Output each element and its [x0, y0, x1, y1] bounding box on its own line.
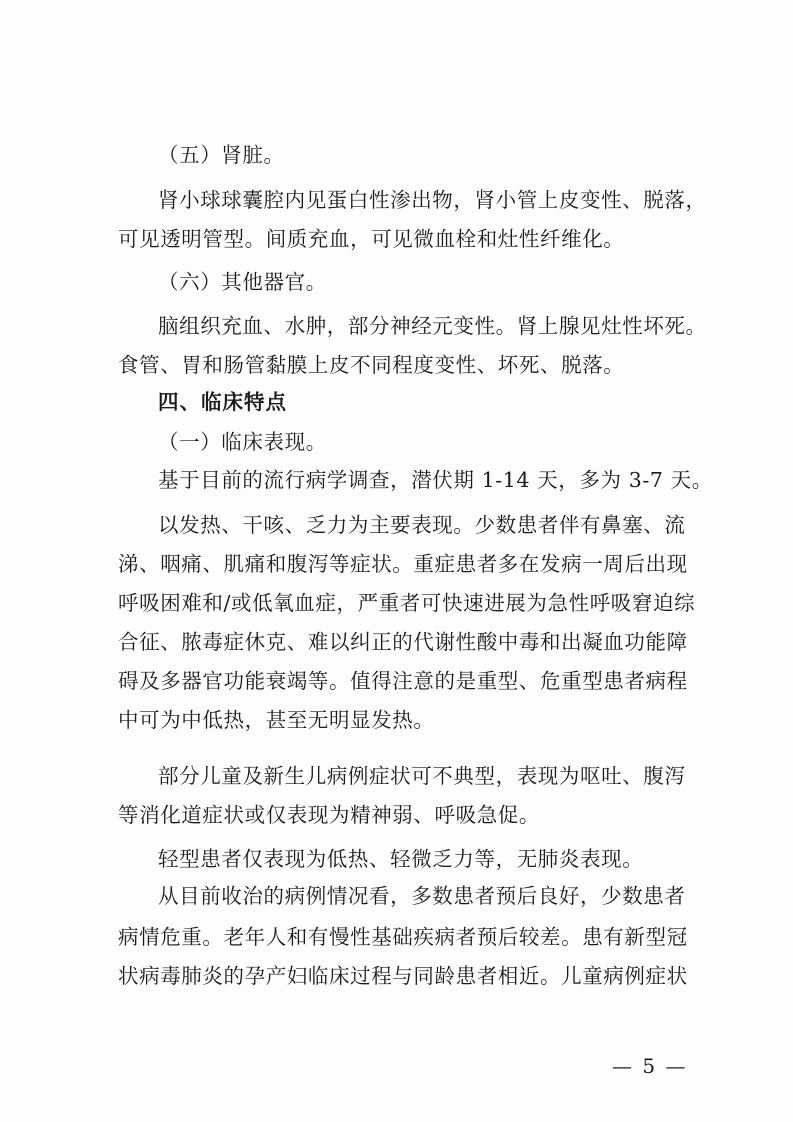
paragraph-line: 等消化道症状或仅表现为精神弱、呼吸急促。	[118, 803, 540, 827]
paragraph-line: 肾小球球囊腔内见蛋白性渗出物，肾小管上皮变性、脱落，	[158, 188, 707, 212]
paragraph-line: 以发热、干咳、乏力为主要表现。少数患者伴有鼻塞、流	[158, 513, 686, 537]
paragraph-line: 涕、咽痛、肌痛和腹泻等症状。重症患者多在发病一周后出现	[118, 552, 688, 576]
page-number: — 5 —	[612, 1054, 688, 1078]
chapter-heading: 四、临床特点	[158, 390, 287, 414]
paragraph-line: 呼吸困难和/或低氧血症，严重者可快速进展为急性呼吸窘迫综	[118, 591, 696, 615]
paragraph-line: 脑组织充血、水肿，部分神经元变性。肾上腺见灶性坏死。	[158, 314, 707, 338]
paragraph-line: 中可为中低热，甚至无明显发热。	[118, 708, 435, 732]
section-heading-kidney: （五）肾脏。	[158, 143, 285, 167]
paragraph-line: 病情危重。老年人和有慢性基础疾病者预后较差。患有新型冠	[118, 925, 688, 949]
paragraph-line: 可见透明管型。间质充血，可见微血栓和灶性纤维化。	[118, 227, 625, 251]
paragraph-line: 食管、胃和肠管黏膜上皮不同程度变性、坏死、脱落。	[118, 353, 625, 377]
paragraph-line: 从目前收治的病例情况看，多数患者预后良好，少数患者	[158, 884, 686, 908]
paragraph-line: 轻型患者仅表现为低热、轻微乏力等，无肺炎表现。	[158, 847, 644, 871]
section-heading-clinical-manifestation: （一）临床表现。	[158, 430, 327, 454]
paragraph-line: 基于目前的流行病学调查，潜伏期 1-14 天，多为 3-7 天。	[158, 468, 713, 492]
paragraph-line: 部分儿童及新生儿病例症状可不典型，表现为呕吐、腹泻	[158, 764, 686, 788]
section-heading-other-organs: （六）其他器官。	[158, 270, 327, 294]
paragraph-line: 碍及多器官功能衰竭等。值得注意的是重型、危重型患者病程	[118, 669, 688, 693]
paragraph-line: 状病毒肺炎的孕产妇临床过程与同龄患者相近。儿童病例症状	[118, 964, 688, 988]
paragraph-line: 合征、脓毒症休克、难以纠正的代谢性酸中毒和出凝血功能障	[118, 630, 688, 654]
